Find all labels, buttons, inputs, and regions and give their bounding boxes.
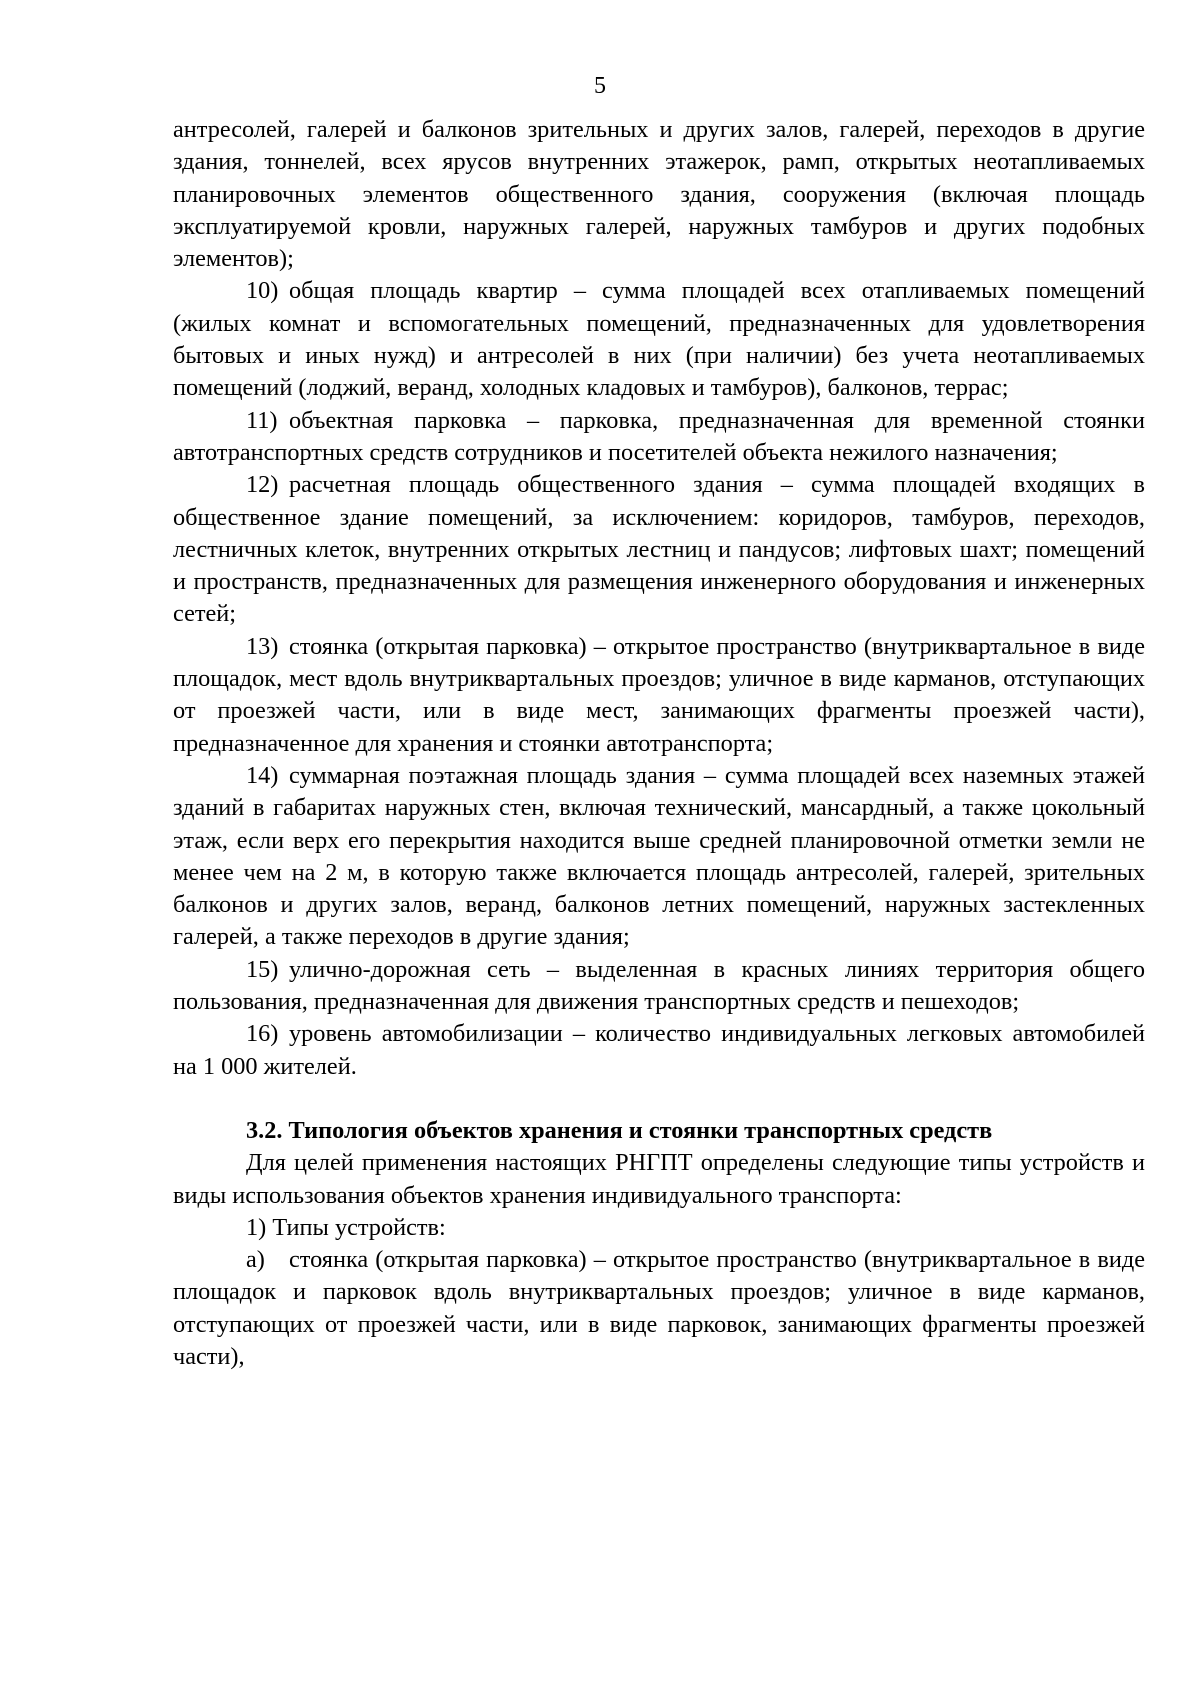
definition-item-13 xyxy=(173,631,1145,760)
item-text: стоянка (открытая парковка) – открытое пространство (внутриквартальное в виде площадок и парковок вдоль внутриквартальных проездов; уличное в виде карманов, отступающих от проезжей части, или в виде парковок, занимающих фрагменты проезжей части), xyxy=(173,1246,1145,1370)
item-text: объектная парковка – парковка, предназначенная для временной стоянки автотранспортных средств сотрудников и посетителей объекта нежилого назначения; xyxy=(173,406,1145,466)
item-number: 11) xyxy=(246,406,278,434)
item-number: 13) xyxy=(246,632,279,660)
item-number: 15) xyxy=(246,955,279,983)
item-number: 10) xyxy=(246,277,279,305)
document-body xyxy=(173,114,1145,1373)
item-number: 14) xyxy=(246,761,279,789)
item-text: расчетная площадь общественного здания – сумма площадей входящих в общественное здание помещений, за исключением: коридоров, тамбуров, переходов, лестничных клеток, внутренних открытых лестниц и пандусов; лифтовых шахт; помещений и пространств, предназначенных для размещения инженерного оборудования и инженерных сетей; xyxy=(173,471,1145,628)
definition-item-15 xyxy=(173,954,1145,1019)
page-number: 5 xyxy=(594,73,606,99)
definition-item-11 xyxy=(173,405,1145,470)
paragraph-continuation: антресолей, галерей и балконов зрительных и других залов, галерей, переходов в другие здания, тоннелей, всех ярусов внутренних этажерок, рамп, открытых неотапливаемых планировочных элементов общественного здания, сооружения (включая площадь эксплуатируемой кровли, наружных галерей, наружных тамбуров и других подобных элементов); xyxy=(173,116,1145,273)
item-number: 12) xyxy=(246,471,279,499)
item-text: уровень автомобилизации – количество индивидуальных легковых автомобилей на 1 000 жителей. xyxy=(173,1020,1145,1080)
definition-item-14 xyxy=(173,760,1145,954)
item-text: улично-дорожная сеть – выделенная в красных линиях территория общего пользования, предназначенная для движения транспортных средств и пешеходов; xyxy=(173,955,1145,1016)
section-intro: Для целей применения настоящих РНГПТ определены следующие типы устройств и виды использования объектов хранения индивидуального транспорта: xyxy=(173,1149,1145,1209)
section-heading: 3.2. Типология объектов хранения и стоянки транспортных средств xyxy=(246,1116,993,1144)
item-text: суммарная поэтажная площадь здания – сумма площадей всех наземных этажей зданий в габаритах наружных стен, включая технический, мансардный, а также цокольный этаж, если верх его перекрытия находится выше средней планировочной отметки земли не менее чем на 2 м, в которую также включается площадь антресолей, галерей, зрительных балконов и других залов, веранд, балконов летних помещений, наружных застекленных галерей, а также переходов в другие здания; xyxy=(173,761,1145,951)
types-list-title: 1) Типы устройств: xyxy=(246,1213,446,1241)
type-item-a xyxy=(173,1244,1145,1373)
item-text: стоянка (открытая парковка) – открытое пространство (внутриквартальное в виде площадок, мест вдоль внутриквартальных проездов; уличное в виде карманов, отступающих от проезжей части, или в виде мест, занимающих фрагменты проезжей части), предназначенное для хранения и стоянки автотранспорта; xyxy=(173,632,1145,757)
definition-item-10 xyxy=(173,275,1145,404)
item-number: а) xyxy=(246,1246,265,1274)
item-number: 16) xyxy=(246,1020,279,1048)
definition-item-16 xyxy=(173,1018,1145,1083)
definition-item-12 xyxy=(173,469,1145,630)
item-text: общая площадь квартир – сумма площадей всех отапливаемых помещений (жилых комнат и вспомогательных помещений, предназначенных для удовлетворения бытовых и иных нужд) и антресолей в них (при наличии) без учета неотапливаемых помещений (лоджий, веранд, холодных кладовых и тамбуров), балконов, террас; xyxy=(173,277,1145,402)
